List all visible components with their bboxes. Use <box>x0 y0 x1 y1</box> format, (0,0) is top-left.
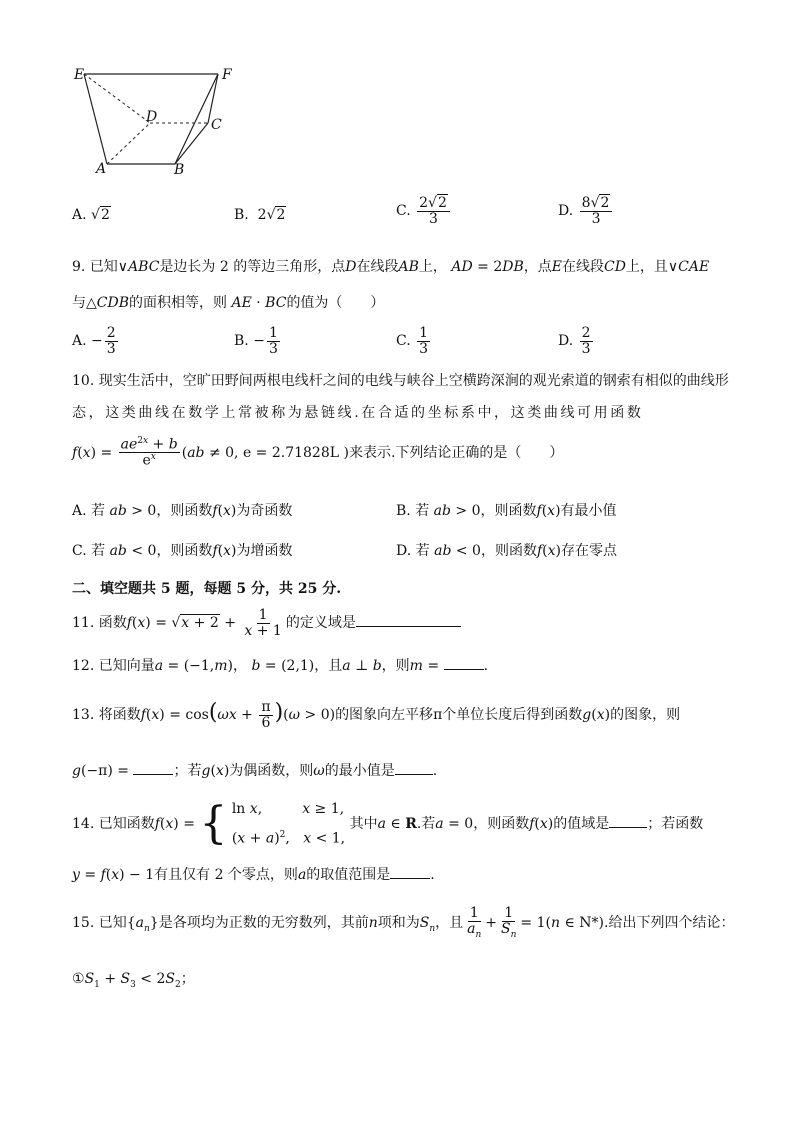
q14-line1: 14. 已知函数f(x) = { ln x, x ≥ 1, $(x + a)^2$, x < 1, 其中a ∈ R.若a = 0，则函数f(x)的值域是 ；若函数 <box>72 797 704 849</box>
q10-option-d: D. 若 ab < 0，则函数f(x)存在零点 <box>396 543 617 559</box>
q9-line1: 9. 已知∨ABC是边长为 2 的等边三角形，点D在线段AB上， AD = 2DB，点E在线段CD上，且∨CAE <box>72 259 710 275</box>
q13-line1: 13. 将函数f(x) = cos(ωx + $\frac{\pi}{6}$ )(ω > 0)的图象向左平移π个单位长度后得到函数g(x)的图象，则 <box>72 699 681 731</box>
q10-line1: 10. 现实生活中，空旷田野间两根电线杆之间的电线与峡谷上空横跨深涧的观光索道的钢索有相似的曲线形 <box>72 373 729 389</box>
label-f: F <box>222 67 232 83</box>
label-b: B <box>174 162 185 178</box>
q15-item1: $①S_1 + S_3 < 2S_2$； <box>72 971 195 990</box>
q14-line2: y = f(x) − 1有且仅有 2 个零点，则a的取值范围是 . <box>72 864 435 884</box>
q10-line2: 态，这类曲线在数学上常被称为悬链线.在合适的坐标系中，这类曲线可用函数 <box>72 405 644 421</box>
section2-title: 二、填空题共 5 题，每题 5 分，共 25 分. <box>72 581 342 597</box>
q11: 11. 函数f(x) = √x + 2 + $\frac{1}{x + 1}$ 的定义域是 <box>72 608 461 638</box>
q15-line1: 15. 已知$\{a_n\}$是各项均为正数的无穷数列，其前n项和为$S_n$，且 $\frac{1}{a_n}$ + $\frac{1}{S_n}$ = 1(n ∈ N*).给出下列四个结论： <box>72 905 735 940</box>
q8-option-b: B. 2√2 <box>234 207 286 223</box>
q9-option-a: A. − $\frac{2}{3}$ <box>72 325 116 357</box>
q9-option-d: D. $\frac{2}{3}$ <box>558 325 591 357</box>
q10-option-c: C. 若 ab < 0，则函数f(x)为增函数 <box>72 543 293 559</box>
q9-option-c: C. $\frac{1}{3}$ <box>396 325 429 357</box>
q8-option-a: A. √2 <box>72 207 110 223</box>
q9-line2: 与△CDB的面积相等，则 AE · BC的值为（ ） <box>72 295 385 311</box>
label-e: E <box>74 67 85 83</box>
q9-option-b: B. − $\frac{1}{3}$ <box>234 325 278 357</box>
q8-option-c: C. $\frac{2√2}{3}$ <box>396 196 452 226</box>
q8-option-d: D. $\frac{8√2}{3}$ <box>558 196 614 226</box>
q12: 12. 已知向量a = (−1,m)， b = (2,1)，且a ⊥ b，则m = . <box>72 655 488 675</box>
q13-line2: g(−π) = ；若g(x)为偶函数，则ω的最小值是 . <box>72 760 437 780</box>
q10-option-a: A. 若 ab > 0，则函数f(x)为奇函数 <box>72 503 293 519</box>
label-d: D <box>146 109 158 125</box>
q10-option-b: B. 若 ab > 0，则函数f(x)有最小值 <box>396 503 617 519</box>
q10-line3: f(x) = $\frac{ae^{2x} + b}{e^x}$ (ab ≠ 0, e = 2.71828L )来表示.下列结论正确的是（ ） <box>72 436 564 469</box>
label-c: C <box>211 117 222 133</box>
label-a: A <box>96 161 107 177</box>
